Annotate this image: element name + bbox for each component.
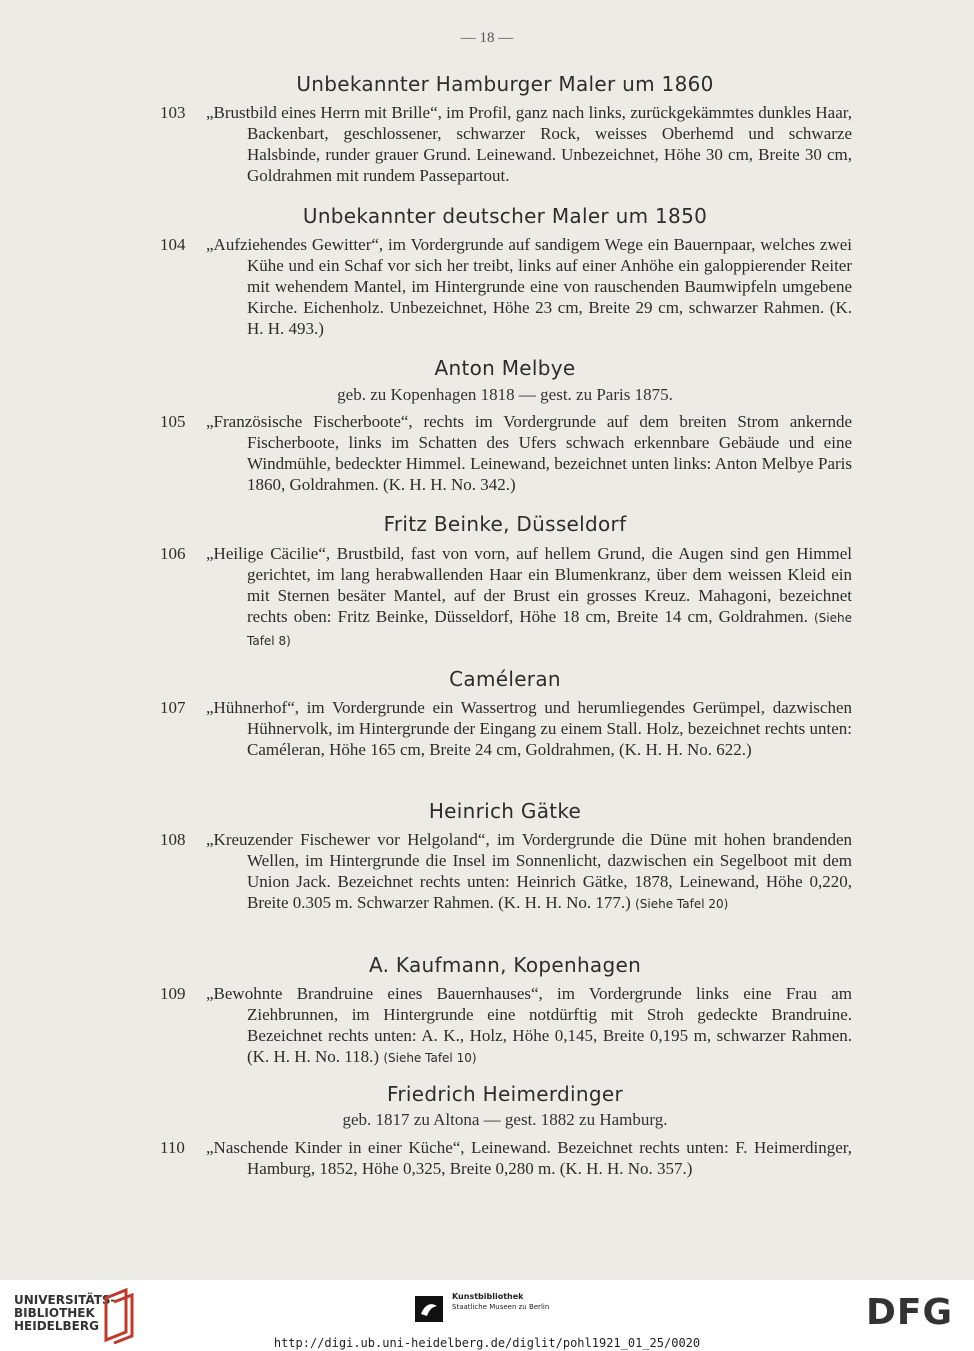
- artist-heading: Friedrich Heimerdinger: [387, 1082, 623, 1106]
- entry-text: [206, 1137, 852, 1179]
- entry-text: [206, 234, 852, 339]
- catalog-entry: [160, 102, 852, 186]
- artist-heading: Caméleran: [449, 667, 561, 691]
- plate-reference: (Siehe Tafel 20): [635, 897, 729, 911]
- uni-line-1: UNIVERSITÄTS-: [14, 1293, 116, 1307]
- uni-line-2: BIBLIOTHEK: [14, 1306, 95, 1320]
- catalog-entry: [160, 411, 852, 495]
- entry-text: [206, 543, 853, 652]
- artist-heading: Fritz Beinke, Düsseldorf: [383, 512, 627, 536]
- entry-text: [206, 102, 852, 186]
- catalog-entry: [160, 234, 852, 339]
- kunstbibliothek-label: [452, 1292, 549, 1312]
- entry-number: 106: [160, 544, 186, 563]
- entry-description: „Brustbild eines Herrn mit Brille“, im Profil, ganz nach links, zurückgekämmtes dunkles Haar, Backenbart, geschlossener, schwarzer Rock, weisses Oberhemd und schwarze Halsbinde, runder grauer Grund. Leinewand. Unbezeichnet, Höhe 30 cm, Breite 30 cm, Goldrahmen mit rundem Passepartout.: [206, 103, 852, 185]
- entry-description: „Französische Fischerboote“, rechts im Vordergrunde auf dem breiten Strom ankernde Fischerboote, links im Schatten des Ufers schwach erkennbare Gebäude und eine Windmühle, bedeckter Himmel. Leinewand, bezeichnet unten links: Anton Melbye Paris 1860, Goldrahmen. (K. H. H. No. 342.): [206, 412, 852, 494]
- catalog-entry: [160, 697, 852, 760]
- entry-description: „Hühnerhof“, im Vordergrunde ein Wassertrog und herumliegendes Gerümpel, dazwischen Hühnervolk, im Hintergrunde der Eingang zu einem Stall. Holz, bezeichnet rechts unten: Caméleran, Höhe 165 cm, Breite 24 cm, Goldrahmen, (K. H. H. No. 622.): [206, 698, 852, 759]
- entry-number: 103: [160, 103, 186, 122]
- catalog-entry: [160, 829, 852, 915]
- catalog-entry: [160, 1137, 852, 1179]
- entry-number: 108: [160, 830, 186, 849]
- artist-life-dates: geb. zu Kopenhagen 1818 — gest. zu Paris 1875.: [337, 385, 673, 404]
- dfg-logo[interactable]: DFG: [866, 1292, 954, 1333]
- source-url[interactable]: http://digi.ub.uni-heidelberg.de/diglit/pohl1921_01_25/0020: [273, 1336, 701, 1350]
- entry-number: 109: [160, 984, 186, 1003]
- kb-title: Kunstbibliothek: [452, 1292, 524, 1301]
- entry-number: 104: [160, 235, 186, 254]
- artist-heading: Anton Melbye: [434, 356, 576, 380]
- artist-life-dates: geb. 1817 zu Altona — gest. 1882 zu Hamburg.: [342, 1110, 668, 1129]
- entry-description: „Naschende Kinder in einer Küche“, Leinewand. Bezeichnet rechts unten: F. Heimerdinger, Hamburg, 1852, Höhe 0,325, Breite 0,280 m. (K. H. H. No. 357.): [206, 1138, 852, 1178]
- plate-reference: (Siehe Tafel 10): [383, 1051, 477, 1065]
- plate-reference: (Siehe Tafel 8): [247, 611, 853, 648]
- artist-heading: Unbekannter deutscher Maler um 1850: [302, 204, 708, 228]
- kunstbibliothek-logo-icon[interactable]: [415, 1296, 443, 1322]
- artist-heading: A. Kaufmann, Kopenhagen: [368, 953, 642, 977]
- entry-number: 107: [160, 698, 186, 717]
- entry-description: „Aufziehendes Gewitter“, im Vordergrunde auf sandigem Wege ein Bauernpaar, welches zwei Kühe und ein Schaf vor sich her treibt, links auf einer Anhöhe ein galoppierender Reiter mit wehendem Mantel, im Hintergrunde eine von rauschenden Baumwipfeln umgebene Kirche. Eichenholz. Unbezeichnet, Höhe 23 cm, Breite 29 cm, schwarzer Rahmen. (K. H. H. 493.): [206, 235, 852, 338]
- entry-text: [206, 411, 852, 495]
- entry-number: 105: [160, 412, 186, 431]
- entry-description: „Kreuzender Fischewer vor Helgoland“, im Vordergrunde die Düne mit hohen brandenden Wellen, im Hintergrunde die Insel im Sonnenlicht, dazwischen ein Segelboot mit dem Union Jack. Bezeichnet rechts unten: Heinrich Gätke, 1878, Leinewand, Höhe 0,220, Breite 0.305 m. Schwarzer Rahmen. (K. H. H. No. 177.): [206, 830, 852, 912]
- university-library-name[interactable]: [14, 1294, 116, 1333]
- entry-number: 110: [160, 1138, 185, 1157]
- catalog-entry: [160, 983, 852, 1069]
- entry-text: [206, 829, 852, 915]
- artist-heading: Unbekannter Hamburger Maler um 1860: [296, 72, 714, 96]
- kb-subtitle: Staatliche Museen zu Berlin: [452, 1303, 550, 1311]
- catalog-entry: [160, 543, 852, 652]
- entry-description: „Bewohnte Brandruine eines Bauernhauses“, im Vordergrunde links eine Frau am Ziehbrunnen, im Hintergrunde eine notdürftig mit Stroh gedeckte Brandruine. Bezeichnet rechts unten: A. K., Holz, Höhe 0,145, Breite 0,195 m, schwarzer Rahmen. (K. H. H. No. 118.): [206, 984, 852, 1066]
- entry-description: „Heilige Cäcilie“, Brustbild, fast von vorn, auf hellem Grund, die Augen sind gen Himmel gerichtet, im lang herabwallenden Haar ein Blumenkranz, über dem weissen Kleid ein mit Sternen besäter Mantel, auf der Brust ein grosses Kreuz. Mahagoni, bezeichnet rechts oben: Fritz Beinke, Düsseldorf, Höhe 18 cm, Breite 14 cm, Goldrahmen.: [206, 544, 852, 626]
- page-number: — 18 —: [460, 30, 514, 46]
- entry-text: [206, 983, 852, 1069]
- uni-line-3: HEIDELBERG: [14, 1319, 99, 1333]
- artist-heading: Heinrich Gätke: [428, 799, 582, 823]
- entry-text: [206, 697, 852, 760]
